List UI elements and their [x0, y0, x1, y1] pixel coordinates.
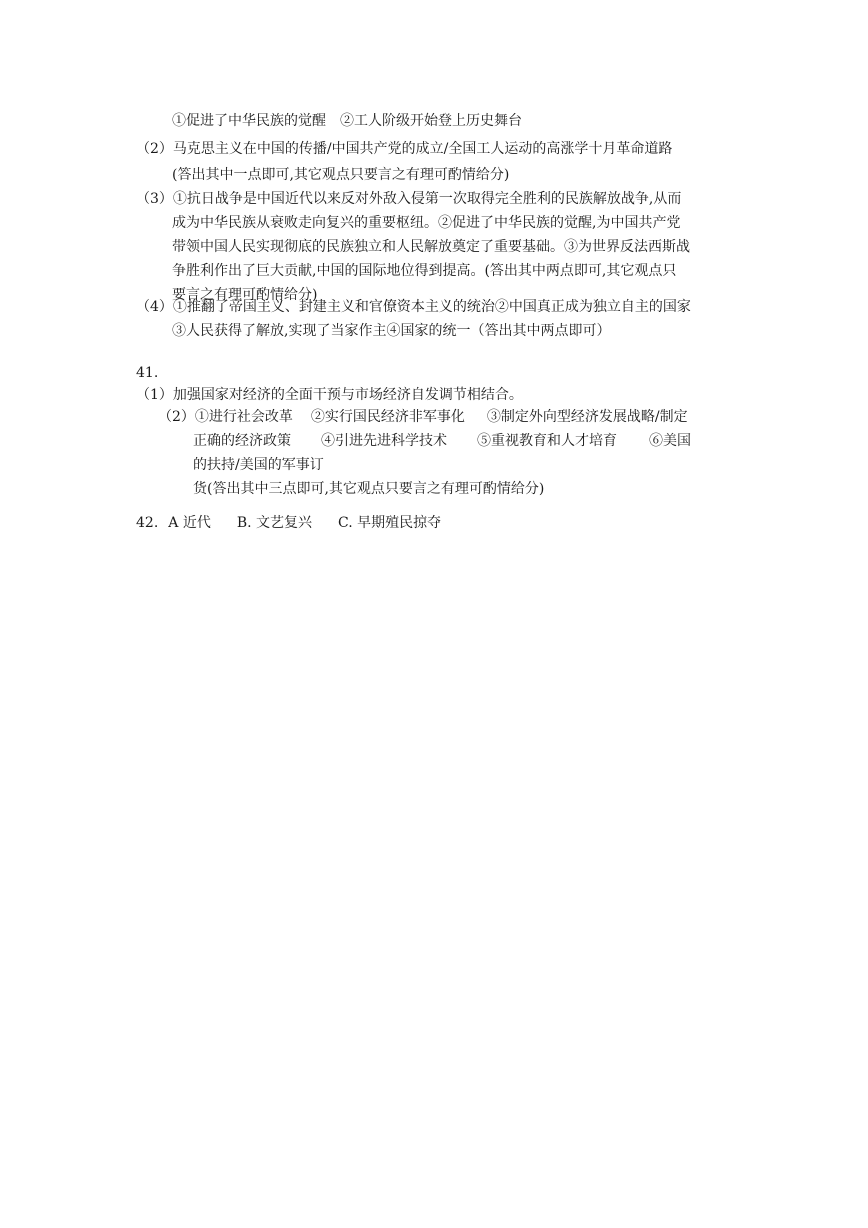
q40-part2-line2: (答出其中一点即可,其它观点只要言之有理可酌情给分)	[172, 167, 510, 183]
q40-part4-line2: ③人民获得了解放,实现了当家作主④国家的统一（答出其中两点即可）	[172, 323, 611, 339]
q41-item: ④引进先进科学技术	[321, 433, 447, 449]
q40-part2-line1: （2）马克思主义在中国的传播/中国共产党的成立/全国工人运动的高涨学十月革命道路	[136, 141, 673, 157]
q40-part3-line3: 带领中国人民实现彻底的民族独立和人民解放奠定了重要基础。③为世界反法西斯战	[172, 239, 690, 255]
q40-part3-line1: （3）①抗日战争是中国近代以来反对外敌入侵第一次取得完全胜利的民族解放战争,从而	[136, 191, 682, 207]
q40-part4-line1: （4）①推翻了帝国主义、封建主义和官僚资本主义的统治②中国真正成为独立自主的国家	[136, 299, 691, 315]
q42-number: 42.	[136, 515, 159, 531]
q42-answer-a: A 近代	[168, 515, 211, 531]
q41-part2-row2	[193, 430, 691, 452]
q40-line1: ①促进了中华民族的觉醒 ②工人阶级开始登上历史舞台	[172, 113, 522, 129]
q41-part2-prefix: （2）	[158, 409, 195, 425]
q41-number: 41.	[136, 365, 159, 381]
q42-answer-b: B. 文艺复兴	[236, 515, 313, 531]
q40-part3-line5: 要言之有理可酌情给分)	[172, 287, 318, 303]
q41-part1: （1）加强国家对经济的全面干预与市场经济自发调节相结合。	[136, 387, 523, 403]
q41-item: 正确的经济政策	[193, 433, 291, 449]
q41-item: ⑥美国	[649, 433, 691, 449]
q42-row	[136, 512, 441, 534]
q41-item: ②实行国民经济非军事化	[310, 409, 465, 425]
q41-item: ③制定外向型经济发展战略/制定	[486, 409, 688, 425]
q42-answer-c: C. 早期殖民掠夺	[338, 515, 442, 531]
q40-part3-line4: 争胜利作出了巨大贡献,中国的国际地位得到提高。(答出其中两点即可,其它观点只	[172, 263, 677, 279]
q41-part2-line3: 的扶持/美国的军事订	[193, 457, 324, 473]
q41-item: ⑤重视教育和人才培育	[477, 433, 617, 449]
q41-item: ①进行社会改革	[194, 409, 293, 425]
q41-part2-row1	[158, 406, 688, 428]
q41-part2-line4: 货(答出其中三点即可,其它观点只要言之有理可酌情给分)	[193, 481, 545, 497]
q40-part3-line2: 成为中华民族从衰败走向复兴的重要枢纽。②促进了中华民族的觉醒,为中国共产党	[172, 215, 681, 231]
